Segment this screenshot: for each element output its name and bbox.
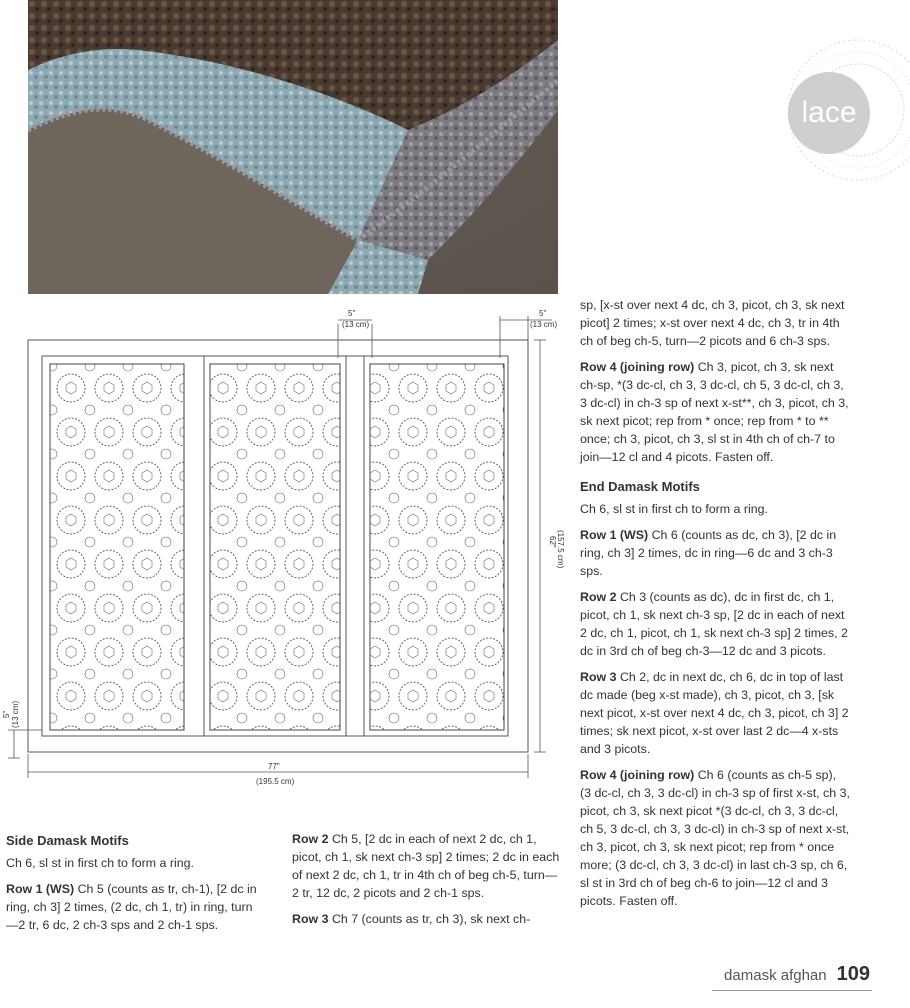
side-damask-row3: Row 3 Ch 7 (counts as tr, ch 3), sk next ch-	[292, 912, 531, 926]
side-damask-section	[6, 832, 264, 942]
dim-left: 5"	[2, 710, 11, 718]
end-damask-row2: Row 2 Ch 3 (counts as dc), dc in first dc, ch 1, picot, ch 1, sk next ch-3 sp, [2 dc in each of next 2 dc, ch 1, picot, ch 1, sk next ch-3 sp] 2 times, 2 dc in 3rd ch of beg ch-3—12 dc and 3 picots.	[580, 590, 848, 658]
dim-left-cm: (13 cm)	[11, 700, 20, 728]
middle-column	[292, 830, 560, 936]
afghan-photo	[28, 0, 558, 294]
side-damask-row2: Row 2 Ch 5, [2 dc in each of next 2 dc, ch 1, picot, ch 1, sk next ch-3 sp] 2 times; 2 dc in each of next 2 dc, ch 1, tr in 4th ch of beg ch-5, turn—2 tr, 12 dc, 2 picots and 2 ch-1 sps.	[292, 832, 560, 900]
afghan-photo-image	[28, 0, 558, 294]
page-number: 109	[836, 963, 870, 985]
lace-badge-label: lace	[788, 72, 870, 154]
dim-top-small-2-cm: (13 cm)	[530, 320, 558, 329]
dim-top-small-1-cm: (13 cm)	[342, 320, 370, 329]
dim-top-small-1: 5"	[348, 309, 356, 318]
dim-width: 77"	[268, 762, 280, 771]
end-damask-row1: Row 1 (WS) Ch 6 (counts as dc, ch 3), [2 dc in ring, ch 3] 2 times, dc in ring—6 dc and 3 ch-3 sps.	[580, 528, 837, 578]
side-damask-row4: Row 4 (joining row) Ch 3, picot, ch 3, sk next ch-sp, *(3 dc-cl, ch 3, 3 dc-cl, ch 5, 3 dc-cl, ch 3, 3 dc-cl) in ch-3 sp of next x-st**, ch 3, picot, ch 3, sk next picot; rep from * once; rep from * to ** once; ch 3, picot, ch 3, sl st in 4th ch of ch-7 to join—12 cl and 4 picots. Fasten off.	[580, 360, 849, 464]
side-damask-heading: Side Damask Motifs	[6, 833, 129, 848]
right-column	[580, 296, 850, 918]
dim-height-cm: (157.5 cm)	[556, 530, 565, 569]
afghan-schematic	[0, 298, 570, 798]
end-damask-row4: Row 4 (joining row) Ch 6 (counts as ch-5 sp), (3 dc-cl, ch 3, 3 dc-cl) in ch-3 sp of first x-st, ch 3, picot, ch 3, sk next picot *(3 dc-cl, ch 3, 3 dc-cl, ch 5, 3 dc-cl, ch 3, 3 dc-cl) in ch-3 sp of next x-st, ch 3, picot, ch 3, sk next picot; rep from * once more; (3 dc-cl, ch 3, 3 dc-cl) in last ch-3 sp, ch 6, sl st in 3rd ch of beg ch-6 to join—12 cl and 3 picots. Fasten off.	[580, 768, 850, 908]
footer-title: damask afghan	[724, 967, 827, 984]
lace-badge	[778, 30, 910, 190]
side-damask-intro: Ch 6, sl st in first ch to form a ring.	[6, 856, 194, 870]
side-damask-row1: Row 1 (WS) Ch 5 (counts as tr, ch-1), [2 dc in ring, ch 3] 2 times, (2 dc, ch 1, tr) in ring, turn—2 tr, 6 dc, 2 ch-3 sps and 2 ch-1 sps.	[6, 882, 257, 932]
end-damask-row3: Row 3 Ch 2, dc in next dc, ch 6, dc in top of last dc made (beg x-st made), ch 3, picot, ch 3, [sk next picot, x-st over next 4 dc, ch 3, picot, ch 3] 2 times; sk next picot, x-st over last 2 dc—4 x-sts and 3 picots.	[580, 670, 849, 756]
page-footer	[724, 963, 870, 986]
side-damask-row3-continued: sp, [x-st over next 4 dc, ch 3, picot, ch 3, sk next picot] 2 times; x-st over next 4 dc, ch 3, tr in 4th ch of beg ch-5, turn—2 picots and 6 ch-3 sps.	[580, 298, 845, 348]
schematic-diagram	[0, 298, 570, 798]
dim-top-small-2: 5"	[539, 309, 547, 318]
end-damask-heading: End Damask Motifs	[580, 479, 700, 494]
end-damask-intro: Ch 6, sl st in first ch to form a ring.	[580, 502, 768, 516]
dim-width-cm: (195.5 cm)	[256, 777, 295, 786]
dim-height: 62"	[548, 536, 557, 548]
footer-rule	[712, 990, 872, 991]
